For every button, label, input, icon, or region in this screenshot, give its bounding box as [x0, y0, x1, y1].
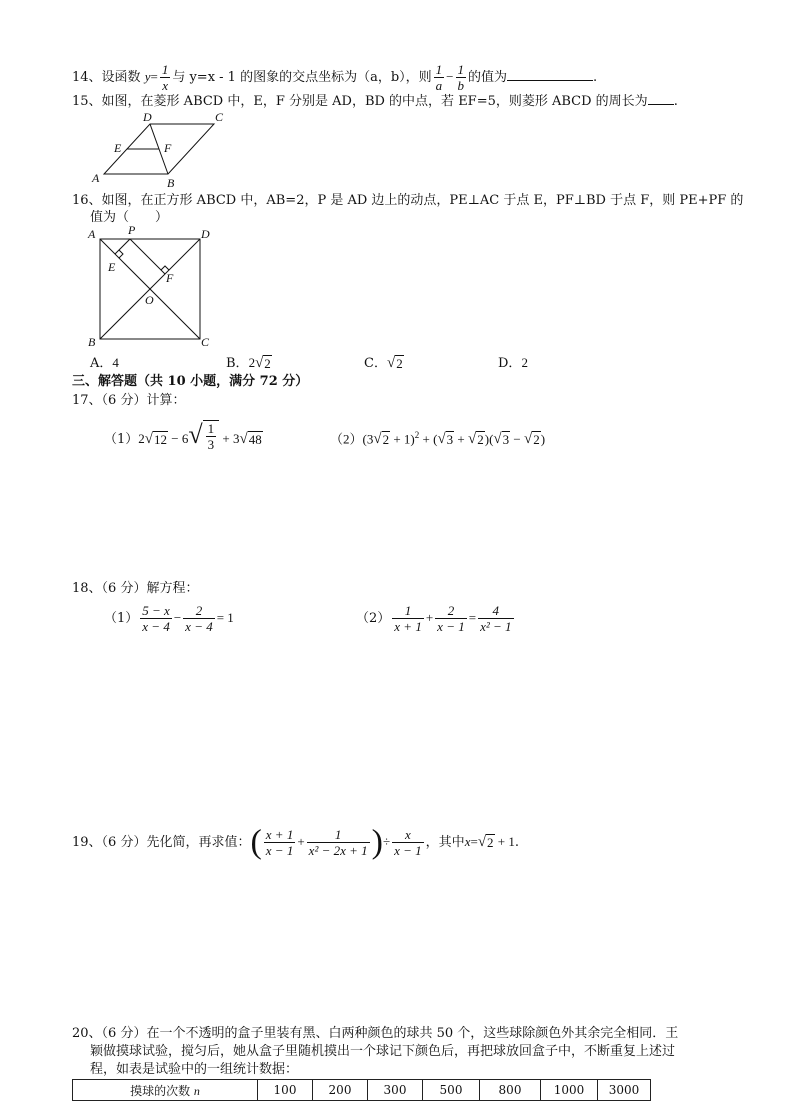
option-d-value: 2	[521, 355, 528, 370]
label-d: D	[143, 110, 152, 124]
table-cell: 500	[423, 1080, 480, 1101]
right-angle-f	[161, 266, 169, 270]
operator: + 1	[494, 834, 515, 849]
x-var: x	[464, 834, 471, 849]
q14-text-1: 设函数	[101, 70, 141, 85]
denominator: x − 4	[185, 619, 213, 634]
q20-line-3	[90, 1062, 298, 1078]
denominator: x² − 2x + 1	[308, 843, 368, 858]
q20-line-2	[90, 1044, 675, 1060]
q17-part-1	[104, 420, 263, 455]
q19-number: 19、	[72, 835, 102, 850]
operator: =	[468, 610, 477, 625]
option-c-label: C．	[364, 356, 387, 371]
radicand: 2	[382, 432, 390, 448]
q15	[72, 94, 678, 110]
q16-text-2: 值为（ ）	[90, 210, 169, 225]
operator: + 3	[219, 431, 240, 446]
label-a: A	[92, 171, 100, 185]
q19-title: （6 分）先化简，再求值：	[101, 835, 251, 850]
sqrt-3: √ 3	[437, 431, 454, 448]
operator: =	[470, 834, 478, 849]
q20-text-3: 程，如表是试验中的一组统计数据：	[90, 1062, 299, 1077]
option-d-label: D．	[498, 356, 522, 371]
q19-where-text: ，其中	[425, 835, 465, 850]
q16-square-figure	[86, 222, 222, 350]
section-3-title: 三、解答题（共 10 小题，满分 72 分）	[72, 374, 309, 389]
denominator: x − 1	[394, 843, 422, 858]
radicand: 2	[533, 432, 540, 448]
label-o: O	[145, 293, 154, 307]
q14	[72, 62, 597, 93]
label-f: F	[164, 141, 172, 155]
label-e: E	[108, 260, 116, 274]
q17-title: （6 分）计算：	[101, 393, 186, 408]
label-a: A	[88, 227, 96, 241]
q17-part-2	[330, 420, 545, 454]
row-header	[73, 1080, 258, 1101]
sqrt-2: √ 2	[477, 834, 494, 850]
q18-part-2-label: （2）	[356, 611, 391, 626]
q18-title: （6 分）解方程：	[101, 581, 199, 596]
close: + 1)	[390, 431, 415, 447]
q14-end: .	[593, 70, 598, 85]
q20-text-2: 颖做摸球试验，搅匀后，她从盒子里随机摸出一个球记下颜色后，再把球放回盒子中，不断重复上述过	[90, 1044, 676, 1059]
q17-number: 17、	[72, 393, 102, 408]
label-c: C	[201, 335, 210, 349]
operator: +	[297, 834, 305, 849]
option-b-sqrt: √ 2	[255, 355, 271, 371]
q17-part-1-label: （1）	[104, 432, 139, 447]
q15-rhombus-figure	[88, 110, 228, 190]
sqrt-2: √ 2	[468, 431, 484, 448]
q14-minus: −	[446, 69, 454, 84]
denominator: b	[457, 78, 465, 93]
denominator: x² − 1	[480, 619, 512, 634]
q14-fraction-1-over-a	[434, 62, 445, 93]
q19	[72, 822, 519, 863]
radicand: 12	[154, 432, 168, 447]
denominator: x − 1	[265, 843, 294, 858]
option-a-value: 4	[112, 355, 119, 370]
exponent: 2	[414, 430, 420, 440]
q16-text-1: 如图，在正方形 ABCD 中，AB=2，P 是 AD 边上的动点，PE⊥AC 于点 E，PF⊥BD 于点 F，则 PE+PF 的	[101, 193, 744, 208]
right-hand-side: = 1	[216, 610, 234, 625]
operator: − 6	[168, 431, 189, 446]
row-label: 摸球的次数	[130, 1083, 191, 1098]
q20-text-1: （6 分）在一个不透明的盒子里装有黑、白两种颜色的球共 50 个，这些球除颜色外其余完全相同．王	[101, 1026, 679, 1041]
table-cell: 300	[368, 1080, 423, 1101]
table-row	[73, 1080, 651, 1101]
fraction-3	[478, 603, 513, 634]
q20-number: 20、	[72, 1026, 102, 1041]
operator: )(	[484, 431, 494, 447]
fraction-3	[392, 827, 424, 858]
numerator: 5 − x	[142, 603, 170, 618]
paren-close: )	[371, 823, 383, 861]
q14-fraction-1-over-b	[456, 62, 467, 93]
option-d[interactable]	[498, 355, 528, 372]
option-a-label: A．	[90, 356, 113, 371]
numerator: 1	[334, 827, 342, 842]
fraction-1	[392, 603, 424, 634]
sqrt-2: √ 2	[524, 431, 540, 448]
q18-number: 18、	[72, 581, 102, 596]
numerator: 4	[492, 603, 500, 618]
q15-number: 15、	[72, 94, 102, 109]
q15-answer-blank[interactable]	[648, 104, 674, 105]
fraction-1	[140, 603, 172, 634]
label-d: D	[201, 227, 210, 241]
fraction-2	[435, 603, 467, 634]
radicand: 2	[477, 432, 484, 448]
row-var: n	[193, 1083, 200, 1098]
radicand: 2	[396, 356, 403, 371]
segment-pf	[130, 239, 165, 274]
numerator: 1	[457, 62, 465, 77]
q14-text-3: 的值为	[468, 70, 508, 85]
denominator: x + 1	[394, 619, 422, 634]
sqrt-2: √ 2	[373, 431, 390, 448]
label-e: E	[114, 141, 122, 155]
operator: −	[510, 431, 524, 447]
radicand: 3	[446, 432, 454, 448]
q15-end: .	[673, 94, 678, 109]
option-c[interactable]	[364, 355, 404, 372]
sqrt-one-third: √ $\frac{1}{3}$	[188, 420, 219, 452]
numerator: x	[405, 827, 411, 842]
q17-part-2-label: （2）	[330, 431, 363, 447]
label-p: P	[128, 223, 136, 237]
close: )	[540, 431, 546, 447]
radicand: 48	[248, 432, 262, 447]
numerator: x + 1	[265, 827, 294, 842]
table-cell: 200	[313, 1080, 368, 1101]
denominator: x	[162, 78, 168, 93]
label-b: B	[167, 176, 175, 190]
sqrt-3: √ 3	[493, 431, 510, 448]
q15-text: 如图，在菱形 ABCD 中，E，F 分别是 AD，BD 的中点，若 EF=5，则菱形 ABCD 的周长为	[101, 94, 648, 109]
q18-title-line	[72, 581, 198, 597]
radicand: 2	[487, 835, 494, 850]
coefficient: 2	[138, 431, 145, 446]
q20-line-1	[72, 1026, 678, 1042]
denominator: a	[435, 78, 443, 93]
numerator: 1	[404, 603, 412, 618]
radicand: 3	[502, 432, 510, 448]
fraction-2	[183, 603, 215, 634]
label-b: B	[88, 335, 96, 349]
operator: ÷	[382, 834, 391, 849]
label-f: F	[166, 271, 174, 285]
option-a[interactable]	[90, 355, 119, 372]
segment-pe	[115, 239, 130, 254]
option-b-coefficient: 2	[248, 355, 256, 370]
right-angle-e	[119, 250, 123, 258]
q20-stats-table	[72, 1079, 651, 1101]
label-c: C	[215, 110, 224, 124]
q16-line-1	[72, 193, 743, 209]
radicand: 2	[264, 356, 271, 371]
q14-eq: =	[150, 69, 158, 84]
q14-text-2: 与 y=x - 1 的图象的交点坐标为（a，b），则	[172, 70, 432, 85]
numerator: 1	[435, 62, 443, 77]
q14-number: 14、	[72, 70, 102, 85]
q14-y-var: y	[144, 69, 151, 84]
table-cell: 3000	[598, 1080, 651, 1101]
denominator: 3	[207, 437, 215, 452]
numerator: 2	[195, 603, 203, 618]
option-b-label: B．	[226, 356, 249, 371]
table-cell: 100	[258, 1080, 313, 1101]
operator: +	[454, 431, 469, 447]
q14-fraction-1-over-x	[160, 62, 171, 93]
q16-number: 16、	[72, 193, 102, 208]
fraction-2	[307, 827, 370, 858]
q14-answer-blank[interactable]	[507, 80, 593, 81]
open: (3	[362, 431, 374, 447]
q19-end: .	[514, 835, 520, 850]
q18-part-2	[356, 600, 516, 637]
paren-open: (	[250, 823, 262, 861]
numerator: 1	[161, 62, 169, 77]
fraction-1	[264, 827, 296, 858]
q17-title-line	[72, 393, 185, 409]
denominator: x − 1	[437, 619, 465, 634]
q18-part-1-label: （1）	[104, 611, 139, 626]
option-b[interactable]	[226, 355, 272, 372]
q18-part-1	[104, 600, 234, 637]
operator: +	[425, 610, 434, 625]
sqrt-48: √ 48	[239, 431, 262, 447]
option-c-sqrt: √ 2	[386, 355, 403, 371]
operator: + (	[419, 431, 438, 447]
numerator: 1	[207, 421, 215, 436]
table-cell: 800	[480, 1080, 541, 1101]
operator: −	[173, 610, 182, 625]
denominator: x − 4	[142, 619, 170, 634]
numerator: 2	[447, 603, 455, 618]
fraction-1-3	[206, 421, 217, 452]
table-cell: 1000	[541, 1080, 598, 1101]
sqrt-12: √ 12	[144, 431, 168, 447]
